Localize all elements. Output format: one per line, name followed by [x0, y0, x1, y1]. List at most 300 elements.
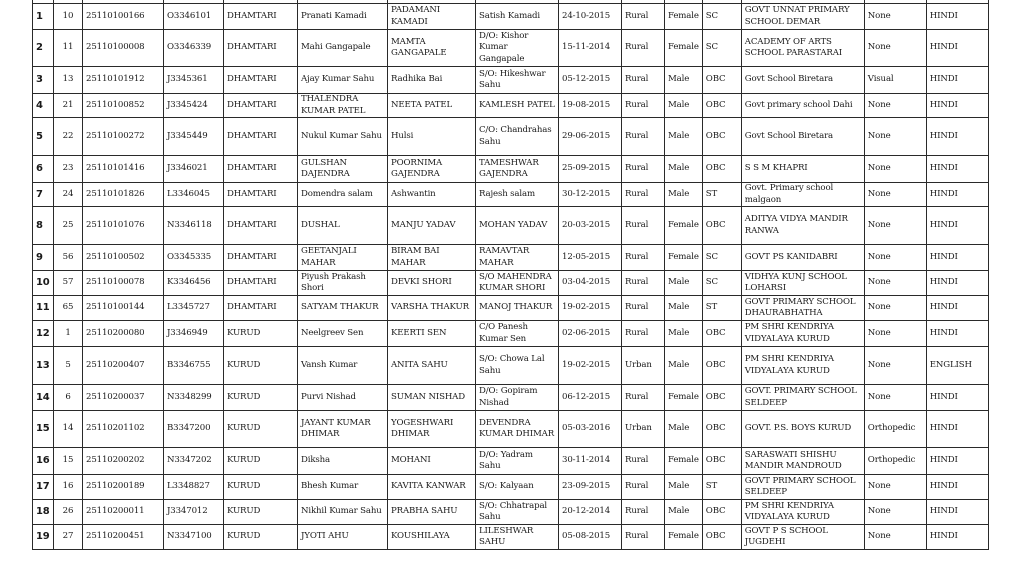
father-name-cell: S/O: Hikeshwar Sahu	[476, 67, 559, 94]
school-name-cell: ADITYA VIDYA MANDIR RANWA	[741, 207, 864, 245]
district-cell: DHAMTARI	[224, 271, 298, 296]
area-cell: Rural	[622, 67, 665, 94]
student-code-cell: 25110200407	[83, 347, 164, 385]
disability-cell: None	[864, 4, 926, 30]
serial-number-cell: 19	[33, 525, 54, 550]
area-cell: Rural	[622, 448, 665, 475]
area-cell: Rural	[622, 94, 665, 118]
roll-number-cell: 23	[54, 156, 83, 183]
registration-number-cell: N3346118	[164, 207, 224, 245]
mother-name-cell: MOHANI	[388, 448, 476, 475]
area-cell: Rural	[622, 183, 665, 207]
school-name-cell: GOVT. PRIMARY SCHOOL SELDEEP	[741, 385, 864, 411]
registration-number-cell: O3346339	[164, 30, 224, 67]
medium-cell: HINDI	[926, 156, 988, 183]
district-cell: DHAMTARI	[224, 183, 298, 207]
table-row	[33, 94, 989, 118]
date-of-birth-cell: 19-08-2015	[559, 94, 622, 118]
mother-name-cell: PRABHA SAHU	[388, 500, 476, 525]
area-cell: Rural	[622, 475, 665, 500]
medium-cell: HINDI	[926, 94, 988, 118]
serial-number-cell: 7	[33, 183, 54, 207]
serial-number-cell: 15	[33, 411, 54, 448]
student-name-cell: GEETANJALI MAHAR	[298, 245, 388, 271]
table-row	[33, 475, 989, 500]
father-name-cell: MANOJ THAKUR	[476, 296, 559, 321]
student-code-cell: 25110200011	[83, 500, 164, 525]
disability-cell: None	[864, 207, 926, 245]
student-code-cell: 25110200189	[83, 475, 164, 500]
roll-number-cell: 1	[54, 321, 83, 347]
serial-number-cell: 4	[33, 94, 54, 118]
student-name-cell: Piyush Prakash Shori	[298, 271, 388, 296]
registration-number-cell: O3345335	[164, 245, 224, 271]
category-cell: OBC	[702, 67, 741, 94]
student-code-cell: 25110200202	[83, 448, 164, 475]
date-of-birth-cell: 25-09-2015	[559, 156, 622, 183]
roll-number-cell: 27	[54, 525, 83, 550]
roll-number-cell: 24	[54, 183, 83, 207]
father-name-cell: S/O: Kalyaan	[476, 475, 559, 500]
date-of-birth-cell: 29-06-2015	[559, 118, 622, 156]
medium-cell: HINDI	[926, 296, 988, 321]
student-code-cell: 25110100852	[83, 94, 164, 118]
table-row	[33, 245, 989, 271]
father-name-cell: RAMAVTAR MAHAR	[476, 245, 559, 271]
school-name-cell: ACADEMY OF ARTS SCHOOL PARASTARAI	[741, 30, 864, 67]
category-cell: ST	[702, 475, 741, 500]
district-cell: KURUD	[224, 385, 298, 411]
student-name-cell: Diksha	[298, 448, 388, 475]
date-of-birth-cell: 12-05-2015	[559, 245, 622, 271]
district-cell: DHAMTARI	[224, 30, 298, 67]
medium-cell: HINDI	[926, 385, 988, 411]
mother-name-cell: Hulsi	[388, 118, 476, 156]
category-cell: OBC	[702, 448, 741, 475]
gender-cell: Female	[665, 525, 703, 550]
disability-cell: None	[864, 245, 926, 271]
disability-cell: Visual	[864, 67, 926, 94]
registration-number-cell: J3346021	[164, 156, 224, 183]
registration-number-cell: O3346101	[164, 4, 224, 30]
roll-number-cell: 10	[54, 4, 83, 30]
disability-cell: None	[864, 271, 926, 296]
student-name-cell: Pranati Kamadi	[298, 4, 388, 30]
gender-cell: Female	[665, 30, 703, 67]
roll-number-cell: 11	[54, 30, 83, 67]
district-cell: KURUD	[224, 411, 298, 448]
mother-name-cell: SUMAN NISHAD	[388, 385, 476, 411]
area-cell: Rural	[622, 271, 665, 296]
gender-cell: Male	[665, 321, 703, 347]
serial-number-cell: 11	[33, 296, 54, 321]
roll-number-cell: 14	[54, 411, 83, 448]
student-name-cell: Domendra salam	[298, 183, 388, 207]
student-code-cell: 25110200451	[83, 525, 164, 550]
table-row	[33, 67, 989, 94]
student-code-cell: 25110100166	[83, 4, 164, 30]
district-cell: DHAMTARI	[224, 94, 298, 118]
area-cell: Rural	[622, 500, 665, 525]
registration-number-cell: J3345424	[164, 94, 224, 118]
area-cell: Rural	[622, 156, 665, 183]
medium-cell: HINDI	[926, 207, 988, 245]
medium-cell: ENGLISH	[926, 347, 988, 385]
date-of-birth-cell: 24-10-2015	[559, 4, 622, 30]
date-of-birth-cell: 05-12-2015	[559, 67, 622, 94]
student-code-cell: 25110200080	[83, 321, 164, 347]
student-name-cell: GULSHAN DAJENDRA	[298, 156, 388, 183]
serial-number-cell: 10	[33, 271, 54, 296]
student-name-cell: Neelgreev Sen	[298, 321, 388, 347]
father-name-cell: LILESHWAR SAHU	[476, 525, 559, 550]
district-cell: DHAMTARI	[224, 118, 298, 156]
school-name-cell: Govt School Biretara	[741, 118, 864, 156]
serial-number-cell: 2	[33, 30, 54, 67]
school-name-cell: S S M KHAPRI	[741, 156, 864, 183]
table-row	[33, 525, 989, 550]
mother-name-cell: ANITA SAHU	[388, 347, 476, 385]
father-name-cell: S/O: Chhatrapal Sahu	[476, 500, 559, 525]
student-name-cell: THALENDRA KUMAR PATEL	[298, 94, 388, 118]
registration-number-cell: N3348299	[164, 385, 224, 411]
area-cell: Rural	[622, 4, 665, 30]
area-cell: Rural	[622, 321, 665, 347]
student-code-cell: 25110201102	[83, 411, 164, 448]
gender-cell: Male	[665, 411, 703, 448]
table-row	[33, 271, 989, 296]
table-row	[33, 118, 989, 156]
mother-name-cell: MAMTA GANGAPALE	[388, 30, 476, 67]
date-of-birth-cell: 15-11-2014	[559, 30, 622, 67]
student-code-cell: 25110200037	[83, 385, 164, 411]
category-cell: ST	[702, 296, 741, 321]
gender-cell: Female	[665, 448, 703, 475]
father-name-cell: D/O: Kishor Kumar Gangapale	[476, 30, 559, 67]
mother-name-cell: Ashwantin	[388, 183, 476, 207]
district-cell: KURUD	[224, 500, 298, 525]
district-cell: KURUD	[224, 347, 298, 385]
father-name-cell: DEVENDRA KUMAR DHIMAR	[476, 411, 559, 448]
disability-cell: None	[864, 118, 926, 156]
school-name-cell: PM SHRI KENDRIYA VIDYALAYA KURUD	[741, 500, 864, 525]
date-of-birth-cell: 06-12-2015	[559, 385, 622, 411]
student-code-cell: 25110101076	[83, 207, 164, 245]
registration-number-cell: J3345361	[164, 67, 224, 94]
gender-cell: Male	[665, 156, 703, 183]
registration-number-cell: L3346045	[164, 183, 224, 207]
school-name-cell: GOVT UNNAT PRIMARY SCHOOL DEMAR	[741, 4, 864, 30]
school-name-cell: SARASWATI SHISHU MANDIR MANDROUD	[741, 448, 864, 475]
student-name-cell: Nikhil Kumar Sahu	[298, 500, 388, 525]
school-name-cell: VIDHYA KUNJ SCHOOL LOHARSI	[741, 271, 864, 296]
serial-number-cell: 9	[33, 245, 54, 271]
roll-number-cell: 5	[54, 347, 83, 385]
roll-number-cell: 25	[54, 207, 83, 245]
father-name-cell: Satish Kamadi	[476, 4, 559, 30]
gender-cell: Female	[665, 207, 703, 245]
date-of-birth-cell: 30-12-2015	[559, 183, 622, 207]
table-body	[33, 0, 989, 550]
area-cell: Rural	[622, 30, 665, 67]
serial-number-cell: 18	[33, 500, 54, 525]
medium-cell: HINDI	[926, 448, 988, 475]
gender-cell: Female	[665, 385, 703, 411]
roll-number-cell: 26	[54, 500, 83, 525]
district-cell: DHAMTARI	[224, 296, 298, 321]
student-code-cell: 25110100144	[83, 296, 164, 321]
disability-cell: None	[864, 156, 926, 183]
father-name-cell: TAMESHWAR GAJENDRA	[476, 156, 559, 183]
disability-cell: None	[864, 500, 926, 525]
gender-cell: Male	[665, 271, 703, 296]
area-cell: Urban	[622, 411, 665, 448]
student-code-cell: 25110101912	[83, 67, 164, 94]
date-of-birth-cell: 23-09-2015	[559, 475, 622, 500]
student-code-cell: 25110101826	[83, 183, 164, 207]
student-name-cell: Ajay Kumar Sahu	[298, 67, 388, 94]
school-name-cell: Govt. Primary school malgaon	[741, 183, 864, 207]
school-name-cell: PM SHRI KENDRIYA VIDYALAYA KURUD	[741, 321, 864, 347]
category-cell: OBC	[702, 321, 741, 347]
table-row	[33, 385, 989, 411]
serial-number-cell: 14	[33, 385, 54, 411]
registration-number-cell: L3348827	[164, 475, 224, 500]
disability-cell: None	[864, 30, 926, 67]
medium-cell: HINDI	[926, 118, 988, 156]
district-cell: DHAMTARI	[224, 156, 298, 183]
student-list-table	[32, 0, 989, 550]
student-code-cell: 25110100272	[83, 118, 164, 156]
disability-cell: Orthopedic	[864, 448, 926, 475]
date-of-birth-cell: 02-06-2015	[559, 321, 622, 347]
disability-cell: None	[864, 94, 926, 118]
gender-cell: Male	[665, 500, 703, 525]
student-code-cell: 25110101416	[83, 156, 164, 183]
category-cell: SC	[702, 4, 741, 30]
date-of-birth-cell: 03-04-2015	[559, 271, 622, 296]
disability-cell: None	[864, 183, 926, 207]
gender-cell: Male	[665, 118, 703, 156]
category-cell: ST	[702, 183, 741, 207]
serial-number-cell: 8	[33, 207, 54, 245]
father-name-cell: C/O: Chandrahas Sahu	[476, 118, 559, 156]
mother-name-cell: POORNIMA GAJENDRA	[388, 156, 476, 183]
student-name-cell: Vansh Kumar	[298, 347, 388, 385]
medium-cell: HINDI	[926, 183, 988, 207]
student-name-cell: SATYAM THAKUR	[298, 296, 388, 321]
mother-name-cell: BIRAM BAI MAHAR	[388, 245, 476, 271]
table-row	[33, 347, 989, 385]
disability-cell: None	[864, 347, 926, 385]
district-cell: DHAMTARI	[224, 4, 298, 30]
gender-cell: Male	[665, 347, 703, 385]
gender-cell: Female	[665, 4, 703, 30]
district-cell: DHAMTARI	[224, 245, 298, 271]
disability-cell: None	[864, 385, 926, 411]
category-cell: OBC	[702, 411, 741, 448]
serial-number-cell: 3	[33, 67, 54, 94]
student-name-cell: Nukul Kumar Sahu	[298, 118, 388, 156]
medium-cell: HINDI	[926, 271, 988, 296]
registration-number-cell: B3346755	[164, 347, 224, 385]
student-name-cell: Mahi Gangapale	[298, 30, 388, 67]
district-cell: DHAMTARI	[224, 207, 298, 245]
table-row	[33, 411, 989, 448]
roll-number-cell: 21	[54, 94, 83, 118]
area-cell: Rural	[622, 385, 665, 411]
table-row	[33, 207, 989, 245]
category-cell: SC	[702, 271, 741, 296]
serial-number-cell: 17	[33, 475, 54, 500]
mother-name-cell: Radhika Bai	[388, 67, 476, 94]
roll-number-cell: 56	[54, 245, 83, 271]
medium-cell: HINDI	[926, 245, 988, 271]
area-cell: Urban	[622, 347, 665, 385]
category-cell: OBC	[702, 94, 741, 118]
category-cell: SC	[702, 245, 741, 271]
school-name-cell: GOVT PS KANIDABRI	[741, 245, 864, 271]
category-cell: SC	[702, 30, 741, 67]
category-cell: OBC	[702, 207, 741, 245]
date-of-birth-cell: 05-08-2015	[559, 525, 622, 550]
school-name-cell: PM SHRI KENDRIYA VIDYALAYA KURUD	[741, 347, 864, 385]
father-name-cell: KAMLESH PATEL	[476, 94, 559, 118]
student-name-cell: Purvi Nishad	[298, 385, 388, 411]
medium-cell: HINDI	[926, 67, 988, 94]
date-of-birth-cell: 05-03-2016	[559, 411, 622, 448]
medium-cell: HINDI	[926, 4, 988, 30]
school-name-cell: GOVT P S SCHOOL JUGDEHI	[741, 525, 864, 550]
gender-cell: Male	[665, 296, 703, 321]
roll-number-cell: 15	[54, 448, 83, 475]
disability-cell: None	[864, 475, 926, 500]
student-name-cell: JYOTI AHU	[298, 525, 388, 550]
area-cell: Rural	[622, 245, 665, 271]
disability-cell: None	[864, 525, 926, 550]
table-row	[33, 500, 989, 525]
roll-number-cell: 22	[54, 118, 83, 156]
school-name-cell: GOVT PRIMARY SCHOOL SELDEEP	[741, 475, 864, 500]
father-name-cell: S/O: Chowa Lal Sahu	[476, 347, 559, 385]
category-cell: OBC	[702, 156, 741, 183]
mother-name-cell: MANJU YADAV	[388, 207, 476, 245]
date-of-birth-cell: 19-02-2015	[559, 347, 622, 385]
gender-cell: Female	[665, 245, 703, 271]
serial-number-cell: 6	[33, 156, 54, 183]
serial-number-cell: 12	[33, 321, 54, 347]
student-code-cell: 25110100078	[83, 271, 164, 296]
serial-number-cell: 5	[33, 118, 54, 156]
district-cell: KURUD	[224, 475, 298, 500]
category-cell: OBC	[702, 525, 741, 550]
category-cell: OBC	[702, 118, 741, 156]
gender-cell: Male	[665, 183, 703, 207]
table-row	[33, 156, 989, 183]
date-of-birth-cell: 30-11-2014	[559, 448, 622, 475]
student-name-cell: JAYANT KUMAR DHIMAR	[298, 411, 388, 448]
category-cell: OBC	[702, 500, 741, 525]
district-cell: KURUD	[224, 525, 298, 550]
registration-number-cell: J3346949	[164, 321, 224, 347]
area-cell: Rural	[622, 118, 665, 156]
area-cell: Rural	[622, 296, 665, 321]
gender-cell: Male	[665, 67, 703, 94]
school-name-cell: Govt School Biretara	[741, 67, 864, 94]
area-cell: Rural	[622, 525, 665, 550]
district-cell: KURUD	[224, 321, 298, 347]
student-name-cell: Bhesh Kumar	[298, 475, 388, 500]
registration-number-cell: K3346456	[164, 271, 224, 296]
school-name-cell: Govt primary school Dahi	[741, 94, 864, 118]
category-cell: OBC	[702, 385, 741, 411]
medium-cell: HINDI	[926, 30, 988, 67]
serial-number-cell: 1	[33, 4, 54, 30]
student-code-cell: 25110100008	[83, 30, 164, 67]
father-name-cell: D/O: Gopiram Nishad	[476, 385, 559, 411]
serial-number-cell: 13	[33, 347, 54, 385]
mother-name-cell: DEVKI SHORI	[388, 271, 476, 296]
mother-name-cell: KOUSHILAYA	[388, 525, 476, 550]
mother-name-cell: VARSHA THAKUR	[388, 296, 476, 321]
registration-number-cell: J3345449	[164, 118, 224, 156]
medium-cell: HINDI	[926, 525, 988, 550]
table-row	[33, 30, 989, 67]
school-name-cell: GOVT. P.S. BOYS KURUD	[741, 411, 864, 448]
school-name-cell: GOVT PRIMARY SCHOOL DHAURABHATHA	[741, 296, 864, 321]
medium-cell: HINDI	[926, 411, 988, 448]
table-row	[33, 4, 989, 30]
mother-name-cell: YOGESHWARI DHIMAR	[388, 411, 476, 448]
father-name-cell: C/O Panesh Kumar Sen	[476, 321, 559, 347]
father-name-cell: S/O MAHENDRA KUMAR SHORI	[476, 271, 559, 296]
date-of-birth-cell: 19-02-2015	[559, 296, 622, 321]
registration-number-cell: N3347202	[164, 448, 224, 475]
mother-name-cell: NEETA PATEL	[388, 94, 476, 118]
mother-name-cell: KEERTI SEN	[388, 321, 476, 347]
gender-cell: Male	[665, 475, 703, 500]
disability-cell: None	[864, 296, 926, 321]
table-row	[33, 296, 989, 321]
roll-number-cell: 6	[54, 385, 83, 411]
student-name-cell: DUSHAL	[298, 207, 388, 245]
disability-cell: None	[864, 321, 926, 347]
area-cell: Rural	[622, 207, 665, 245]
registration-number-cell: J3347012	[164, 500, 224, 525]
roll-number-cell: 16	[54, 475, 83, 500]
date-of-birth-cell: 20-12-2014	[559, 500, 622, 525]
registration-number-cell: L3345727	[164, 296, 224, 321]
father-name-cell: Rajesh salam	[476, 183, 559, 207]
father-name-cell: MOHAN YADAV	[476, 207, 559, 245]
registration-number-cell: N3347100	[164, 525, 224, 550]
district-cell: DHAMTARI	[224, 67, 298, 94]
medium-cell: HINDI	[926, 475, 988, 500]
table-row	[33, 321, 989, 347]
disability-cell: Orthopedic	[864, 411, 926, 448]
mother-name-cell: PADAMANI KAMADI	[388, 4, 476, 30]
mother-name-cell: KAVITA KANWAR	[388, 475, 476, 500]
category-cell: OBC	[702, 347, 741, 385]
student-code-cell: 25110100502	[83, 245, 164, 271]
medium-cell: HINDI	[926, 500, 988, 525]
registration-number-cell: B3347200	[164, 411, 224, 448]
medium-cell: HINDI	[926, 321, 988, 347]
roll-number-cell: 13	[54, 67, 83, 94]
father-name-cell: D/O: Yadram Sahu	[476, 448, 559, 475]
district-cell: KURUD	[224, 448, 298, 475]
table-row	[33, 183, 989, 207]
